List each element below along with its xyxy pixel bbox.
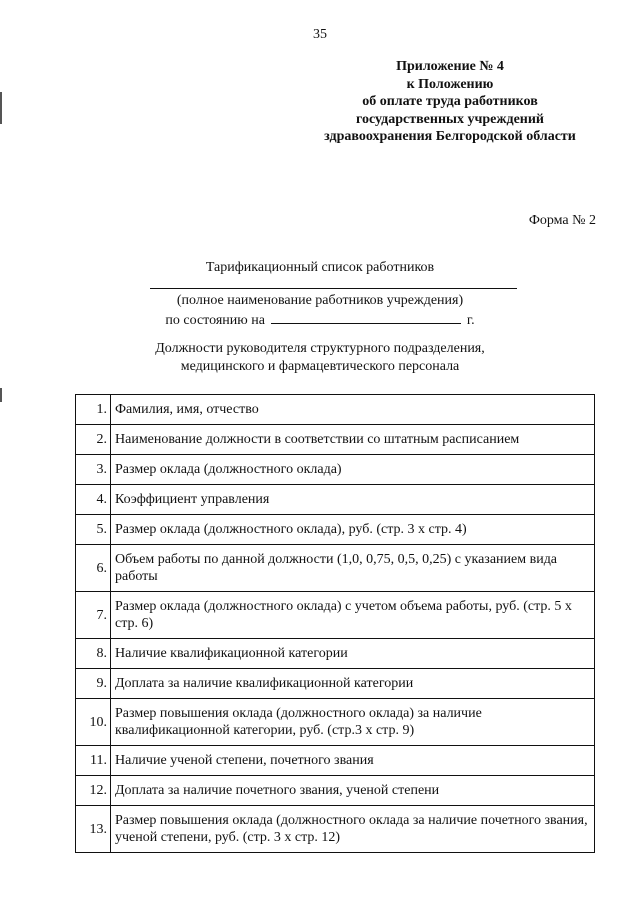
row-number: 1. <box>76 395 111 425</box>
row-number: 13. <box>76 806 111 853</box>
row-number: 5. <box>76 515 111 545</box>
row-text: Фамилия, имя, отчество <box>111 395 595 425</box>
row-text: Объем работы по данной должности (1,0, 0,75, 0,5, 0,25) с указанием вида работы <box>111 545 595 592</box>
appendix-line: государственных учреждений <box>356 111 544 127</box>
row-text: Доплата за наличие почетного звания, ученой степени <box>111 776 595 806</box>
document-subtitle: (полное наименование работников учреждения) <box>176 293 464 308</box>
row-number: 9. <box>76 669 111 699</box>
institution-name-line <box>150 288 517 289</box>
table-row <box>76 592 595 639</box>
table-row <box>76 639 595 669</box>
row-number: 6. <box>76 545 111 592</box>
table-row <box>76 425 595 455</box>
date-blank <box>271 311 461 324</box>
row-text: Размер оклада (должностного оклада), руб. (стр. 3 х стр. 4) <box>111 515 595 545</box>
appendix-line: к Положению <box>406 76 494 92</box>
appendix-line: Приложение № 4 <box>396 59 504 74</box>
table-row <box>76 776 595 806</box>
positions-heading-line: медицинского и фармацевтического персонала <box>180 359 460 374</box>
table-row <box>76 669 595 699</box>
table-row <box>76 515 595 545</box>
table-row <box>76 395 595 425</box>
appendix-line: здравоохранения Белгородской области <box>324 129 576 144</box>
table-row <box>76 806 595 853</box>
positions-heading <box>0 340 640 376</box>
row-number: 7. <box>76 592 111 639</box>
row-text: Наличие ученой степени, почетного звания <box>111 746 595 776</box>
form-number: Форма № 2 <box>528 213 596 228</box>
document-title: Тарификационный список работников <box>205 260 435 275</box>
table-row <box>76 545 595 592</box>
table-row <box>76 699 595 746</box>
row-text: Размер оклада (должностного оклада) с учетом объема работы, руб. (стр. 5 х стр. 6) <box>111 592 595 639</box>
row-text: Размер повышения оклада (должностного оклада) за наличие квалификационной категории, руб. (стр.3 х стр. 9) <box>111 699 595 746</box>
row-text: Размер оклада (должностного оклада) <box>111 455 595 485</box>
row-text: Наличие квалификационной категории <box>111 639 595 669</box>
tariff-table <box>75 394 595 853</box>
table-row <box>76 455 595 485</box>
row-number: 10. <box>76 699 111 746</box>
appendix-header <box>300 58 600 146</box>
scan-edge-mark <box>0 92 2 124</box>
table-row <box>76 746 595 776</box>
row-number: 2. <box>76 425 111 455</box>
as-of-suffix: г. <box>466 313 475 328</box>
row-text: Наименование должности в соответствии со штатным расписанием <box>111 425 595 455</box>
row-text: Коэффициент управления <box>111 485 595 515</box>
scan-edge-mark <box>0 388 2 402</box>
page-number: 35 <box>313 27 327 42</box>
appendix-line: об оплате труда работников <box>362 94 538 109</box>
row-text: Размер повышения оклада (должностного оклада за наличие почетного звания, ученой степени, руб. (стр. 3 х стр. 12) <box>111 806 595 853</box>
as-of-date-line <box>0 311 640 329</box>
row-number: 4. <box>76 485 111 515</box>
row-number: 12. <box>76 776 111 806</box>
row-text: Доплата за наличие квалификационной категории <box>111 669 595 699</box>
row-number: 3. <box>76 455 111 485</box>
row-number: 8. <box>76 639 111 669</box>
as-of-prefix: по состоянию на <box>165 313 265 328</box>
table-row <box>76 485 595 515</box>
positions-heading-line: Должности руководителя структурного подразделения, <box>155 341 485 356</box>
row-number: 11. <box>76 746 111 776</box>
